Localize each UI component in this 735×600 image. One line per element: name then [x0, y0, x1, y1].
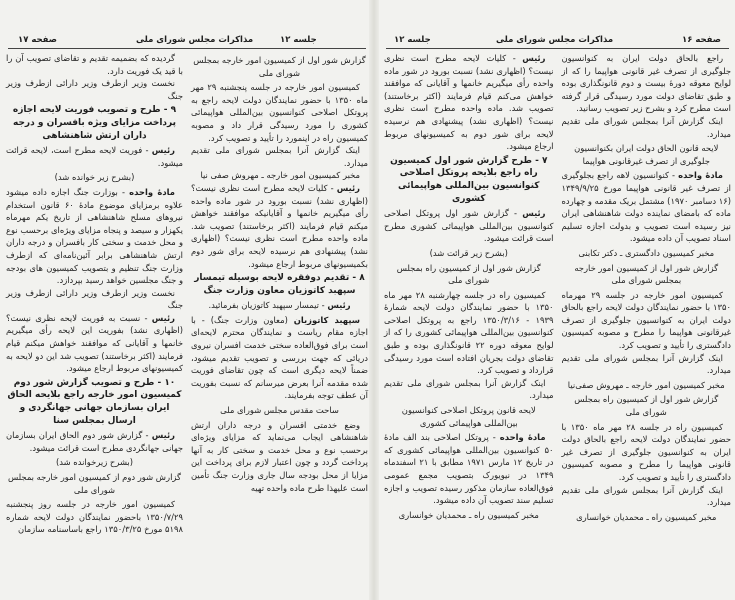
block-text: مخبر کمیسیون امور خارجه ـ مهروش صفی نیا — [200, 170, 360, 181]
columns — [384, 52, 731, 525]
speaker-label: رئیس — [151, 145, 175, 156]
section-heading — [6, 104, 183, 142]
paragraph — [6, 77, 183, 102]
speaker-label: رئیس — [522, 208, 546, 219]
block-text: (بشرح زیرخوانده شد) — [55, 457, 134, 468]
block-text: - کلیات لایحه مطرح است نظری نیست؟ (اظهاری نشد) نسبت بورود در شور ماده واحده رأی میگیریم خانمها و آقایانی که موافقند خواهش می‌کنم قیام فرمایند (اکثر برخاستند) تصویب شد. ماده واحده مطرح است نظری نیست؟ (اظهاری نشد) پیشنهادی هم نرسیده لایحه برای شور دوم به کمیسیونهای مربوط ارجاع میشود. — [384, 53, 554, 152]
block-text: اینک گزارش آنرا بمجلس شورای ملی تقدیم میدارد. — [561, 484, 731, 508]
centered-line — [384, 262, 554, 287]
block-text: ۷ - طرح گزارش شور اول کمیسیون راه راجع بلایحه پروتکل اصلاحی کنوانسیون بین‌المللی هواپیمائی کشوری — [390, 155, 548, 204]
block-text: ۹ - طرح و تصویب فوریت لایحه اجازه پرداخت مزایای ویژه بافسران و درجه داران ارتش شاهنشاهی — [12, 105, 177, 141]
speaker-label: مادهٔ واحده — [678, 170, 723, 181]
block-text: کمیسیون امور خارجه در جلسه روز پنجشنبه ۱۳۵۰/۷/۲۹ باحضور نمایندگان دولت لایحه شماره ۵۱۹۸ مورخ ۱۳۵۰/۳/۲۵ راجع باساسنامه سازمان — [6, 499, 183, 535]
block-text: ساحت مقدس مجلس شورای ملی — [220, 405, 339, 416]
speaker-label: رئیس — [327, 300, 351, 311]
block-text: راجع بالحاق دولت ایران به کنوانسیون جلوگیری از تصرف غیر قانونی هواپیما را که از لوایح معوقه دورهٔ بیست و دوم قانونگذاری بوده و طبق تقاضای دولت مورد رسیدگی قرار گرفته است مطرح کرد و بشرح زیر تصویب رسانید. — [561, 53, 731, 114]
block-text: ۸ - تقدیم دوفقره لایحه بوسیله تیمسار سپهبد کاتوزیان معاون وزارت جنگ — [194, 273, 365, 296]
book-gutter — [369, 0, 379, 600]
paragraph — [6, 429, 183, 454]
section-heading — [6, 377, 183, 427]
centered-line — [562, 379, 732, 392]
page-header — [8, 34, 366, 49]
block-text: (بشرح زیر قرائت شد) — [429, 247, 508, 258]
block-text: اینک گزارش آنرا بمجلس شورای ملی تقدیم میدارد. — [561, 115, 731, 139]
block-text: مخبر کمیسیون دادگستری ـ دکتر تکابنی — [578, 247, 715, 258]
paragraph — [562, 169, 732, 245]
centered-line — [191, 404, 368, 417]
speaker-label: مادهٔ واحده — [129, 186, 175, 197]
block-text: ۱۰ - طرح و تصویب گزارش شور دوم کمیسیون امور خارجه راجع بلایحه الحاق ایران بسازمان جهانی جهانگردی و ارسال بمجلس سنا — [7, 377, 182, 426]
block-text: کمیسیون راه در جلسه ۲۸ مهر ماه ۱۳۵۰ با حضور نمایندگان دولت لایحه راجع بالحاق دولت ایران به کنوانسیون جلوگیری از تصرف غیر قانونی هواپیما را مطرح و مصوبه کمیسیون دادگستری را تأیید و تصویب کرد. — [561, 421, 731, 482]
paragraph — [562, 115, 732, 140]
block-text: - پروتکل اصلاحی بند الف مادهٔ ۵۰ کنوانسیون بین‌المللی هواپیمائی کشوری که در تاریخ ۱۲ مارس ۱۹۷۱ مطابق با ۲۱ اسفندماه ۱۳۴۹ در نیویورک بتصویب مجمع عمومی فوق‌العاده سازمان مذکور رسیده تصویب و اجازه تسلیم سند تصویب آن داده میشود. — [384, 432, 554, 506]
paragraph — [562, 52, 732, 115]
paragraph — [562, 289, 732, 352]
centered-line — [6, 456, 183, 469]
speaker-label: رئیس — [522, 53, 546, 63]
paragraph — [562, 352, 732, 377]
centered-line — [562, 393, 732, 418]
centered-line — [191, 299, 368, 312]
block-text: (بشرح زیر خوانده شد) — [54, 172, 135, 183]
block-text: - نسبت به فوریت لایحه نظری نیست؟ (اظهاری نشد) بفوریت این لایحه رأی میگیریم خانمها و آقایانی که موافقند خواهش میکنم قیام فرمایند (اکثر برخاستند) تصویب شد این دو لایحه به کمیسیونهای مربوط ارجاع میشود. — [6, 312, 183, 374]
centered-line — [562, 142, 732, 167]
block-text: مخبر کمیسیون امور خارجه ـ مهروش صفی‌نیا — [567, 379, 725, 390]
block-text: کمیسیون امور خارجه در جلسه ۲۹ مهرماه ۱۳۵۰ با حضور نمایندگان دولت لایحه راجع بالحاق دولت ایران به کنوانسیون جلوگیری از تصرف غیرقانونی هواپیما را مطرح و مصوبه کمیسیون دادگستری را تأیید و تصویب کرد. — [561, 289, 731, 351]
paragraph — [562, 484, 732, 509]
block-text: گزارش شور اول از کمیسیون امور خارجه بمجلس شورای ملی — [193, 55, 366, 78]
text-column — [6, 52, 183, 536]
paragraph — [562, 421, 732, 484]
block-text: نخست وزیر ازطرف وزیر دارائی ازطرف وزیر جنگ — [6, 287, 183, 311]
columns — [6, 52, 368, 536]
block-text: مخبر کمیسیون راه ـ محمدیان خوانساری — [576, 511, 717, 522]
block-text: - تیمسار سپهبد کاتوزیان بفرمائید. — [208, 300, 328, 311]
paragraph — [191, 314, 368, 402]
paragraph — [384, 431, 554, 507]
block-text: - فوریت لایحه مطرح است، لایحه قرائت میشود. — [6, 145, 183, 168]
block-text: کمیسیون امور خارجه در جلسه پنجشنبه ۲۹ مهر ماه ۱۳۵۰ با حضور نمایندگان دولت لایحه راجع به پروتکل اصلاحی کنوانسیون بین‌المللی هواپیمائی کشوری را مورد رسیدگی قرار داد و مصوبه کمیسیون راه در اینمورد را تأیید و تصویب کرد. — [191, 82, 368, 143]
paragraph — [191, 81, 368, 144]
block-text: نخست وزیر ازطرف وزیر دارائی ازطرف وزیر جنگ — [6, 78, 183, 101]
speaker-label: رئیس — [336, 182, 360, 193]
block-text: اینک گزارش آنرا بمجلس شورای ملی تقدیم میدارد. — [191, 145, 368, 168]
centered-line — [562, 247, 732, 260]
paragraph — [384, 377, 554, 402]
block-text: (معاون وزارت جنگ) - با اجازه مقام ریاست و نمایندگان محترم لایحه‌ای است برای فوق‌العاده سختی خدمت افسران نیروی دریائی که جهت بررسی و تصویب تقدیم میشود، ضمناً لایحه دیگری است که چون تقاضای فوریت شده مقدمه آنرا بعرض میرسانم که نسبت بفوریت آن عطف توجه بفرمایند. — [191, 314, 368, 401]
section-heading — [384, 155, 554, 205]
centered-line — [6, 471, 183, 496]
centered-line — [562, 511, 732, 524]
centered-line — [191, 54, 368, 79]
block-text: وضع خدمتی افسران و درجه داران ارتش شاهنشاهی ایجاب می‌نماید که مزایای ویژه‌ای برحسب نوع و محل خدمت و سختی کار به آنها پرداخت گردد و چون اعتبار لازم برای پرداخت این مزایا از محل بودجه سال جاری وزارت جنگ تأمین است علیهذا طرح ماده واحده تهیه — [191, 419, 368, 493]
session-number: جلسه ۱۲ — [394, 35, 431, 45]
paragraph — [6, 287, 183, 312]
paragraph — [191, 169, 368, 182]
block-text: - گزارش شور دوم الحاق ایران بسازمان جهانی جهانگردی مطرح است قرائت میشود. — [6, 430, 183, 453]
block-text: - بوزارت جنگ اجازه داده میشود علاوه برمزایای موضوع مادهٔ ۶۰ قانون استخدام نیروهای مسلح شاهنشاهی از تاریخ یکم مهرماه یکهزار و سیصد و پنجاه مزایای ویژه‌ای برحسب نوع و محل خدمت و سختی کار بافسران و درجه داران ارتش شاهنشاهی برابر آئین‌نامه‌ای که ازطرف وزارت جنگ تنظیم و بتصویب کمیسیون های بودجه و جنگ مجلسین خواهد رسید بپردازد. — [6, 186, 183, 286]
block-text: گزارش شور اول از کمیسیون راه بمجلس شورای ملی — [574, 394, 719, 418]
paragraph — [384, 207, 554, 245]
block-text: - گزارش شور اول پروتکل اصلاحی کنوانسیون بین‌المللی هواپیمائی کشوری مطرح است قرائت میشود. — [384, 208, 554, 244]
page-header — [386, 34, 729, 49]
centered-line — [562, 262, 732, 287]
block-text: گزارش شور اول از کمیسیون راه بمجلس شورای ملی — [396, 262, 541, 286]
paragraph — [191, 419, 368, 495]
block-text: کمیسیون راه در جلسه چهارشنبه ۲۸ مهر ماه ۱۳۵۰ با حضور نمایندگان دولت لایحه شمارهٔ ۱۹۳۹ - ۱۳۵۰/۳/۱۶ راجع به پروتکل اصلاحی کنوانسیون بین‌المللی هواپیمائی کشوری را که از لوایح معوقه دوره ۲۲ قانونگذاری بوده و طبق تقاضای دولت بجریان افتاده است مورد رسیدگی قرارداد و تصویب کرد. — [384, 289, 554, 376]
speaker-label: رئیس — [151, 312, 175, 323]
block-text: گزارش شور دوم از کمیسیون امور خارجه بمجلس شورای ملی — [7, 472, 182, 495]
block-text: - کلیات لایحه مطرح است نظری نیست؟ (اظهاری نشد) نسبت بورود در شور ماده واحده رأی میگیریم خانمها و آقایانیکه موافقند خواهش میکنم قیام فرمایند (اکثر برخاستند) تصویب شد. ماده واحده مطرح است نظری نیست؟ (اظهاری نشد) پیشنهادی هم نرسیده لایحه برای شور دوم بکمیسیونهای مربوط ارجاع میشود. — [191, 182, 368, 269]
text-column — [191, 52, 368, 536]
block-text: لایحه قانون الحاق دولت ایران بکنوانسیون جلوگیری از تصرف غیرقانونی هواپیما — [574, 143, 719, 166]
text-column — [562, 52, 732, 525]
paragraph — [191, 182, 368, 270]
paragraph — [384, 289, 554, 377]
paragraph — [384, 52, 554, 153]
centered-line — [384, 509, 554, 522]
block-text: لایحه قانون پروتکل اصلاحی کنوانسیون بین‌المللی هواپیمائی کشوری — [401, 405, 536, 428]
page-number: صفحه ۱۷ — [18, 35, 57, 45]
speaker-label: مادهٔ واحده — [499, 432, 546, 443]
centered-line — [6, 171, 183, 184]
paragraph — [6, 498, 183, 536]
journal-title: مذاکرات مجلس شورای ملی — [136, 35, 254, 45]
paragraph — [6, 312, 183, 375]
section-heading — [191, 272, 368, 297]
centered-line — [384, 404, 554, 429]
paragraph — [6, 144, 183, 169]
block-text: - کنوانسیون لاهه راجع بجلوگیری از تصرف غیر قانونی هواپیما مورخ ۱۳۴۹/۹/۲۵ (۱۶ دسامبر ۱۹۷۰) مشتمل بریک مقدمه و چهارده ماده که بامضای نماینده دولت شاهنشاهی ایران نیز رسیده است تصویب و بدولت اجازه تسلیم اسناد تصویب آن داده میشود. — [561, 170, 732, 244]
block-text: اینک گزارش آنرا بمجلس شورای ملی تقدیم میدارد. — [384, 377, 554, 401]
block-text: گردیده که بضمیمه تقدیم و تقاضای تصویب آن را با قید یک فوریت دارد. — [6, 53, 183, 76]
journal-title: مذاکرات مجلس شورای ملی — [496, 35, 614, 45]
block-text: گزارش شور اول از کمیسیون امور خارجه بمجلس شورای ملی — [574, 262, 719, 286]
speaker-label: سپهبد کاتوزیان — [293, 314, 360, 325]
session-number: جلسه ۱۲ — [280, 35, 317, 45]
page-number: صفحه ۱۶ — [682, 35, 721, 45]
centered-line — [384, 247, 554, 260]
paragraph — [6, 186, 183, 287]
speaker-label: رئیس — [151, 430, 175, 441]
text-column — [384, 52, 554, 525]
block-text: اینک گزارش آنرا بمجلس شورای ملی تقدیم میدارد. — [561, 352, 731, 376]
paragraph — [191, 144, 368, 169]
paragraph — [6, 52, 183, 77]
block-text: مخبر کمیسیون راه ـ محمدیان خوانساری — [398, 509, 539, 520]
